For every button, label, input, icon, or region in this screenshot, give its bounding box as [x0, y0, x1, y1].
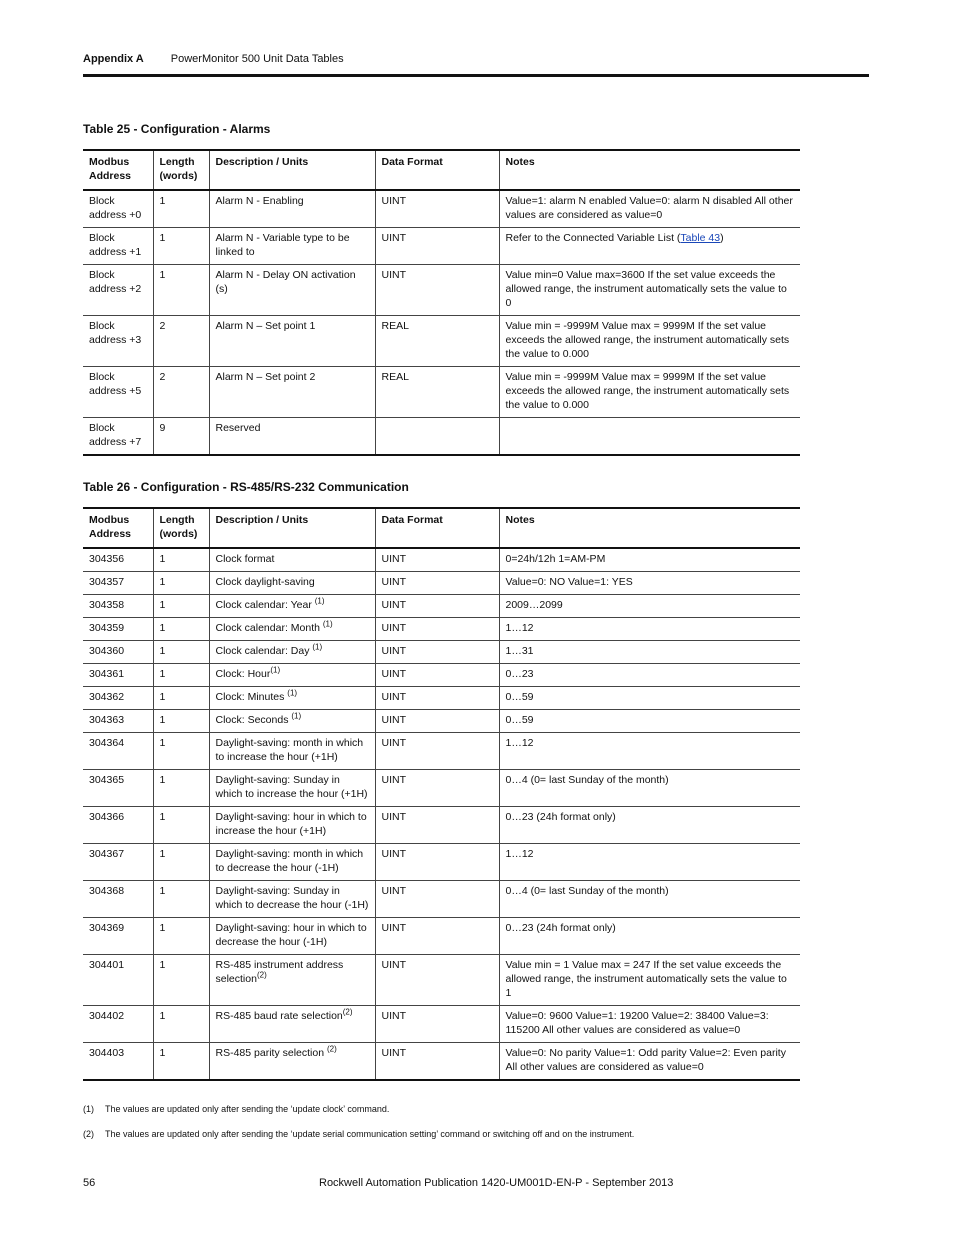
cell-address: 304363 — [83, 710, 153, 733]
cell-notes — [499, 418, 800, 456]
table26-body — [83, 548, 800, 1080]
cell-description: Clock format — [209, 548, 375, 572]
cell-data-format: UINT — [375, 710, 499, 733]
footnote-ref: (1) — [314, 596, 325, 606]
cell-length: 1 — [153, 918, 209, 955]
cell-data-format: UINT — [375, 844, 499, 881]
cell-length: 2 — [153, 367, 209, 418]
cell-description: Alarm N – Set point 1 — [209, 316, 375, 367]
cell-data-format: REAL — [375, 316, 499, 367]
footnote-ref: (1) — [270, 665, 281, 675]
cell-length: 1 — [153, 595, 209, 618]
table-row — [83, 1043, 800, 1081]
column-header-notes: Notes — [499, 508, 800, 548]
cell-notes: 0…23 (24h format only) — [499, 807, 800, 844]
cell-address: 304364 — [83, 733, 153, 770]
cell-data-format: UINT — [375, 807, 499, 844]
cell-address: 304358 — [83, 595, 153, 618]
table-row — [83, 641, 800, 664]
cell-data-format: UINT — [375, 1043, 499, 1081]
header-rule — [83, 74, 869, 77]
cell-data-format: UINT — [375, 664, 499, 687]
cell-length: 2 — [153, 316, 209, 367]
cell-address: Block address +3 — [83, 316, 153, 367]
table-row — [83, 190, 800, 228]
cell-description: Alarm N – Set point 2 — [209, 367, 375, 418]
cell-notes: 0=24h/12h 1=AM-PM — [499, 548, 800, 572]
column-header-data-format: Data Format — [375, 508, 499, 548]
page-number: 56 — [83, 1177, 96, 1189]
table25 — [83, 149, 800, 456]
table-row — [83, 955, 800, 1006]
cell-address: 304356 — [83, 548, 153, 572]
cell-length: 1 — [153, 265, 209, 316]
cell-description: Alarm N - Enabling — [209, 190, 375, 228]
cell-data-format: REAL — [375, 367, 499, 418]
table-row — [83, 572, 800, 595]
footnote-ref: (2) — [256, 970, 267, 980]
cell-notes: 0…23 (24h format only) — [499, 918, 800, 955]
table-row — [83, 548, 800, 572]
column-header-description: Description / Units — [209, 508, 375, 548]
table-row — [83, 918, 800, 955]
cell-data-format: UINT — [375, 733, 499, 770]
cell-notes: Value=0: 9600 Value=1: 19200 Value=2: 38400 Value=3: 115200 All other values are considered as value=0 — [499, 1006, 800, 1043]
table-row — [83, 664, 800, 687]
cell-data-format: UINT — [375, 190, 499, 228]
cell-notes: 0…23 — [499, 664, 800, 687]
column-header-length: Length (words) — [153, 508, 209, 548]
cell-length: 1 — [153, 955, 209, 1006]
cell-notes: Value=0: No parity Value=1: Odd parity Value=2: Even parity All other values are considered as value=0 — [499, 1043, 800, 1081]
cell-data-format: UINT — [375, 265, 499, 316]
cell-length: 9 — [153, 418, 209, 456]
cell-notes: Value=1: alarm N enabled Value=0: alarm N disabled All other values are considered as value=0 — [499, 190, 800, 228]
table25-header-row — [83, 150, 800, 190]
cell-address: Block address +7 — [83, 418, 153, 456]
cell-description: Clock: Minutes $^{(1)}$ — [209, 687, 375, 710]
column-header-description: Description / Units — [209, 150, 375, 190]
footnote-2-number: (2) — [83, 1129, 94, 1139]
cell-address: 304401 — [83, 955, 153, 1006]
table-row — [83, 418, 800, 456]
cell-address: 304368 — [83, 881, 153, 918]
cell-address: 304362 — [83, 687, 153, 710]
cell-length: 1 — [153, 844, 209, 881]
column-header-modbus-address: Modbus Address — [83, 508, 153, 548]
footnote-1 — [83, 1104, 389, 1114]
table-row — [83, 687, 800, 710]
cell-description: Clock: Hour$^{(1)}$ — [209, 664, 375, 687]
header-section: Appendix A — [83, 53, 144, 65]
cell-length: 1 — [153, 687, 209, 710]
cell-data-format — [375, 418, 499, 456]
footnote-ref: (1) — [291, 711, 302, 721]
cell-length: 1 — [153, 641, 209, 664]
cell-notes: 1…12 — [499, 618, 800, 641]
cell-length: 1 — [153, 881, 209, 918]
cell-length: 1 — [153, 228, 209, 265]
table26 — [83, 507, 800, 1081]
cell-address: 304365 — [83, 770, 153, 807]
cell-address: 304366 — [83, 807, 153, 844]
column-header-modbus-address: Modbus Address — [83, 150, 153, 190]
cell-address: 304357 — [83, 572, 153, 595]
cell-notes: 1…12 — [499, 844, 800, 881]
cell-address: 304402 — [83, 1006, 153, 1043]
cell-description: Clock calendar: Year $^{(1)}$ — [209, 595, 375, 618]
footnote-ref: (1) — [312, 642, 323, 652]
cell-description: Clock: Seconds $^{(1)}$ — [209, 710, 375, 733]
cell-description: Daylight-saving: month in which to decrease the hour (-1H) — [209, 844, 375, 881]
page-header — [83, 53, 344, 65]
cell-data-format: UINT — [375, 1006, 499, 1043]
cell-description: Daylight-saving: Sunday in which to increase the hour (+1H) — [209, 770, 375, 807]
cell-data-format: UINT — [375, 918, 499, 955]
table26-title: Table 26 - Configuration - RS-485/RS-232 Communication — [83, 480, 409, 494]
cell-address: 304359 — [83, 618, 153, 641]
cell-description: Clock calendar: Day $^{(1)}$ — [209, 641, 375, 664]
cell-description: RS-485 instrument address selection$^{(2)}$ — [209, 955, 375, 1006]
cell-data-format: UINT — [375, 548, 499, 572]
cell-data-format: UINT — [375, 881, 499, 918]
footnote-1-text: The values are updated only after sending the ‘update clock’ command. — [105, 1104, 390, 1114]
cell-data-format: UINT — [375, 687, 499, 710]
table-row — [83, 1006, 800, 1043]
cell-length: 1 — [153, 548, 209, 572]
table26-header-row — [83, 508, 800, 548]
cell-notes: 1…12 — [499, 733, 800, 770]
cell-notes: Refer to the Connected Variable List (Table 43) — [499, 228, 800, 265]
cell-data-format: UINT — [375, 770, 499, 807]
cell-notes: Value min = -9999M Value max = 9999M If the set value exceeds the allowed range, the instrument automatically sets the value to 0.000 — [499, 316, 800, 367]
footnote-2 — [83, 1129, 634, 1139]
cell-length: 1 — [153, 572, 209, 595]
column-header-length: Length (words) — [153, 150, 209, 190]
column-header-notes: Notes — [499, 150, 800, 190]
cell-length: 1 — [153, 1006, 209, 1043]
footnote-ref: (1) — [322, 619, 333, 629]
table-row — [83, 881, 800, 918]
footnote-ref: (2) — [342, 1007, 353, 1017]
cell-description: Alarm N - Delay ON activation (s) — [209, 265, 375, 316]
cell-length: 1 — [153, 733, 209, 770]
cell-description: RS-485 baud rate selection$^{(2)}$ — [209, 1006, 375, 1043]
cell-address: 304367 — [83, 844, 153, 881]
cell-description: Daylight-saving: hour in which to decrease the hour (-1H) — [209, 918, 375, 955]
cell-address: Block address +0 — [83, 190, 153, 228]
cell-address: 304369 — [83, 918, 153, 955]
cell-address: Block address +2 — [83, 265, 153, 316]
table-row — [83, 367, 800, 418]
cell-notes: Value min = 1 Value max = 247 If the set value exceeds the allowed range, the instrument automatically sets the value to 1 — [499, 955, 800, 1006]
table-row — [83, 710, 800, 733]
cell-notes: Value=0: NO Value=1: YES — [499, 572, 800, 595]
cell-data-format: UINT — [375, 618, 499, 641]
footnote-1-number: (1) — [83, 1104, 94, 1114]
cell-notes: 0…59 — [499, 687, 800, 710]
cell-notes: 2009…2099 — [499, 595, 800, 618]
cell-notes: Value min = -9999M Value max = 9999M If the set value exceeds the allowed range, the instrument automatically sets the value to 0.000 — [499, 367, 800, 418]
cell-data-format: UINT — [375, 641, 499, 664]
cell-length: 1 — [153, 1043, 209, 1081]
cell-address: 304361 — [83, 664, 153, 687]
cell-description: Clock calendar: Month $^{(1)}$ — [209, 618, 375, 641]
table-row — [83, 733, 800, 770]
cell-description: Daylight-saving: month in which to increase the hour (+1H) — [209, 733, 375, 770]
cell-length: 1 — [153, 664, 209, 687]
cell-address: Block address +1 — [83, 228, 153, 265]
header-title: PowerMonitor 500 Unit Data Tables — [170, 53, 344, 65]
table-row — [83, 228, 800, 265]
cell-description: Reserved — [209, 418, 375, 456]
cell-description: Daylight-saving: Sunday in which to decrease the hour (-1H) — [209, 881, 375, 918]
cell-notes: 0…4 (0= last Sunday of the month) — [499, 881, 800, 918]
table-row — [83, 807, 800, 844]
cell-description: Clock daylight-saving — [209, 572, 375, 595]
table-row — [83, 844, 800, 881]
cell-description: Alarm N - Variable type to be linked to — [209, 228, 375, 265]
table-43-link[interactable]: Table 43 — [680, 232, 721, 244]
cell-length: 1 — [153, 807, 209, 844]
cell-address: 304403 — [83, 1043, 153, 1081]
publication-info: Rockwell Automation Publication 1420-UM001D-EN-P - September 2013 — [319, 1177, 674, 1189]
cell-address: 304360 — [83, 641, 153, 664]
table25-body — [83, 190, 800, 455]
cell-data-format: UINT — [375, 595, 499, 618]
cell-notes: Value min=0 Value max=3600 If the set value exceeds the allowed range, the instrument automatically sets the value to 0 — [499, 265, 800, 316]
cell-notes: 0…59 — [499, 710, 800, 733]
table-row — [83, 770, 800, 807]
cell-description: Daylight-saving: hour in which to increase the hour (+1H) — [209, 807, 375, 844]
cell-notes: 1…31 — [499, 641, 800, 664]
table-row — [83, 595, 800, 618]
cell-description: RS-485 parity selection $^{(2)}$ — [209, 1043, 375, 1081]
table25-title: Table 25 - Configuration - Alarms — [83, 122, 271, 136]
footnote-ref: (1) — [287, 688, 298, 698]
footnote-2-text: The values are updated only after sending the ‘update serial communication setting’ command or switching off and on the instrument. — [105, 1129, 635, 1139]
table-row — [83, 316, 800, 367]
cell-data-format: UINT — [375, 955, 499, 1006]
column-header-data-format: Data Format — [375, 150, 499, 190]
cell-address: Block address +5 — [83, 367, 153, 418]
cell-length: 1 — [153, 770, 209, 807]
table-row — [83, 265, 800, 316]
footnote-ref: (2) — [326, 1044, 337, 1054]
cell-length: 1 — [153, 618, 209, 641]
cell-data-format: UINT — [375, 572, 499, 595]
cell-notes: 0…4 (0= last Sunday of the month) — [499, 770, 800, 807]
cell-data-format: UINT — [375, 228, 499, 265]
cell-length: 1 — [153, 190, 209, 228]
table-row — [83, 618, 800, 641]
cell-length: 1 — [153, 710, 209, 733]
